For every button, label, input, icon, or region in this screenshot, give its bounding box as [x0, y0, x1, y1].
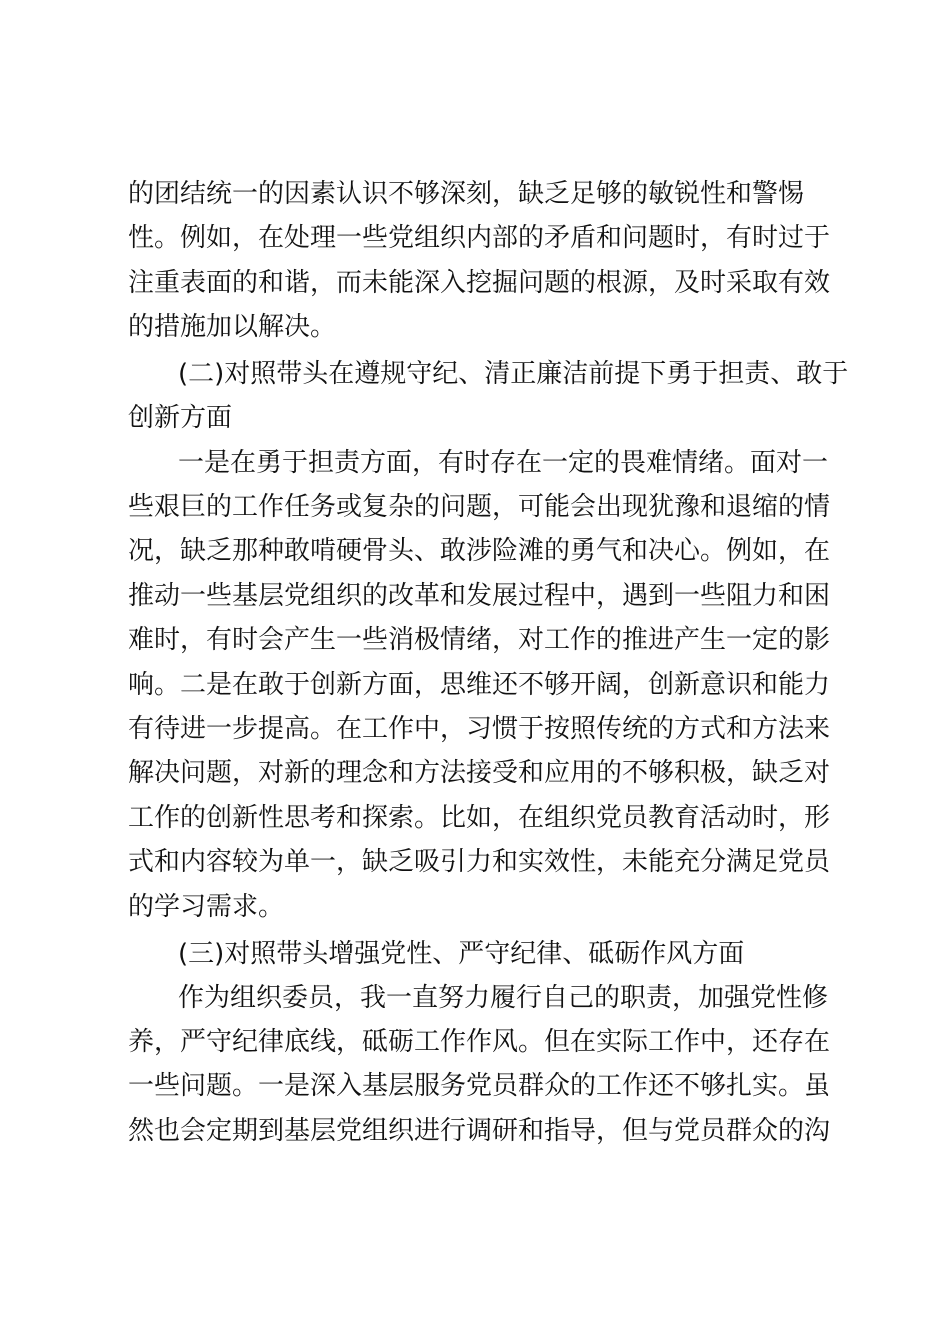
- section-heading-continued: 创新方面: [128, 403, 233, 433]
- text-line: 的学习需求。: [128, 892, 285, 922]
- section-heading: (三)对照带头增强党性、严守纪律、砥砺作风方面: [178, 939, 745, 969]
- text-line: 解决问题，对新的理念和方法接受和应用的不够积极，缺乏对: [128, 758, 831, 788]
- text-line: 推动一些基层党组织的改革和发展过程中，遇到一些阻力和困: [128, 581, 831, 611]
- text-line: 有待进一步提高。在工作中，习惯于按照传统的方式和方法来: [128, 714, 831, 744]
- text-line: 工作的创新性思考和探索。比如，在组织党员教育活动时，形: [128, 803, 831, 833]
- text-line: 一些问题。一是深入基层服务党员群众的工作还不够扎实。虽: [128, 1071, 831, 1101]
- text-line: 性。例如，在处理一些党组织内部的矛盾和问题时，有时过于: [128, 223, 831, 253]
- text-line: 注重表面的和谐，而未能深入挖掘问题的根源，及时采取有效: [128, 268, 831, 298]
- text-line: 然也会定期到基层党组织进行调研和指导，但与党员群众的沟: [128, 1116, 831, 1146]
- text-line: 响。二是在敢于创新方面，思维还不够开阔，创新意识和能力: [128, 670, 831, 700]
- text-line: 养，严守纪律底线，砥砺工作作风。但在实际工作中，还存在: [128, 1027, 831, 1057]
- text-line: 难时，有时会产生一些消极情绪，对工作的推进产生一定的影: [128, 625, 831, 655]
- section-heading: (二)对照带头在遵规守纪、清正廉洁前提下勇于担责、敢于: [178, 359, 849, 389]
- paragraph-start: 一是在勇于担责方面，有时存在一定的畏难情绪。面对一: [178, 448, 829, 478]
- text-line: 些艰巨的工作任务或复杂的问题，可能会出现犹豫和退缩的情: [128, 492, 831, 522]
- text-line: 况，缺乏那种敢啃硬骨头、敢涉险滩的勇气和决心。例如，在: [128, 536, 831, 566]
- text-line: 的团结统一的因素认识不够深刻，缺乏足够的敏锐性和警惕: [128, 179, 805, 209]
- text-line: 的措施加以解决。: [128, 312, 337, 342]
- paragraph-start: 作为组织委员，我一直努力履行自己的职责，加强党性修: [178, 983, 829, 1013]
- text-line: 式和内容较为单一，缺乏吸引力和实效性，未能充分满足党员: [128, 847, 831, 877]
